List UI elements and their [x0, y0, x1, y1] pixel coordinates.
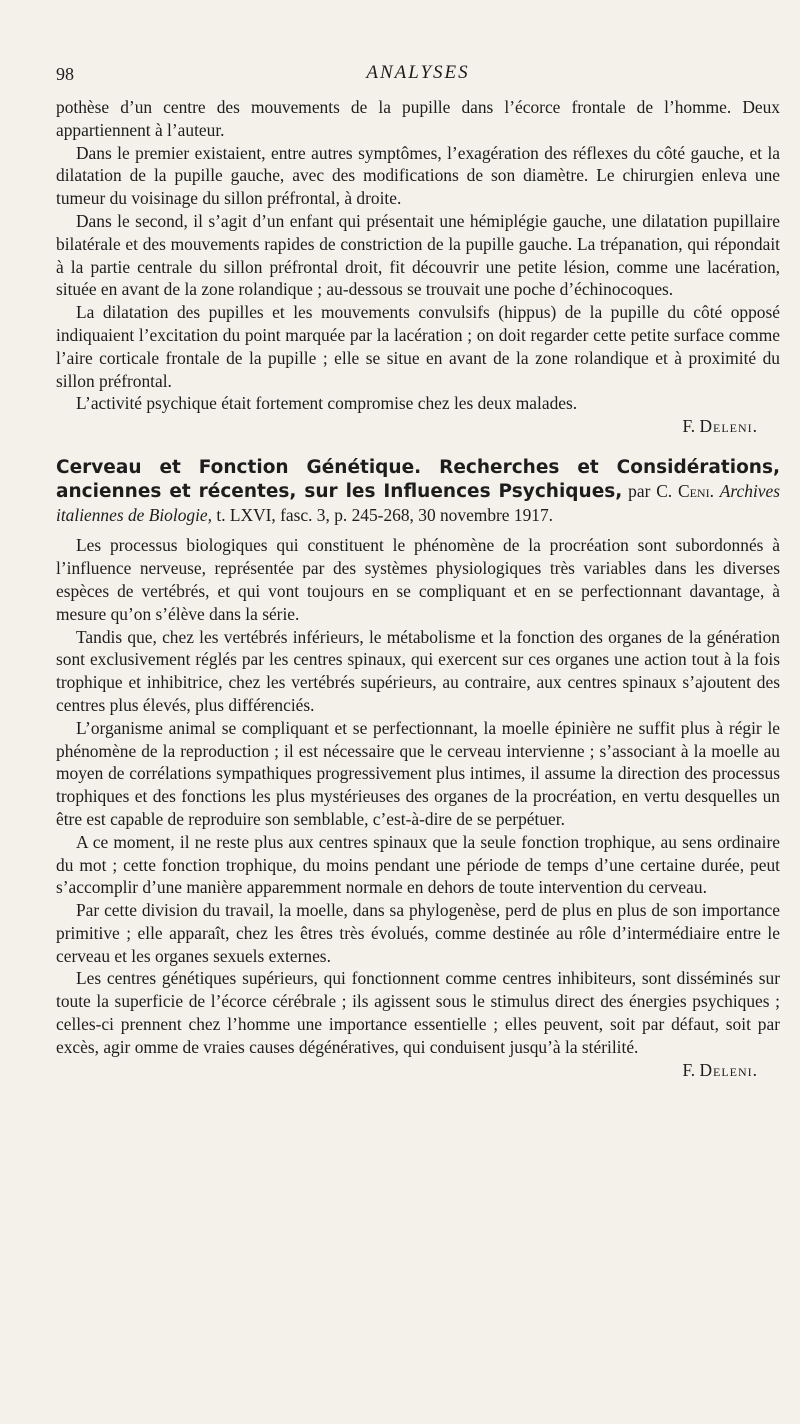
- paragraph: Les processus biologiques qui constituent le phénomène de la procréation sont subordonnés à l’influence nerveuse, représentée par des systèmes physiologiques très variables dans les diverses espèces de vertébrés, et qui vont toujours en se compliquant et en se perfectionnant davantage, à mesure qu’on s’élève dans la série.: [56, 535, 780, 624]
- document-page: [56, 62, 780, 1081]
- signature-initial: F.: [682, 416, 696, 437]
- signature-name: Deleni.: [699, 1059, 758, 1080]
- review-1: [56, 96, 780, 438]
- review-2: [56, 534, 780, 1081]
- paragraph: Dans le second, il s’agit d’un enfant qui présentait une hémiplégie gauche, une dilatation pupillaire bilatérale et des mouvements rapides de constriction de la pupille gauche. La trépanation, qui répondait à la partie centrale du sillon préfrontal droit, fit découvrir une petite lésion, comme une lacération, située en avant de la zone rolandique ; au-dessous se trouvait une poche d’échinocoques.: [56, 210, 780, 300]
- signature-initial: F.: [682, 1059, 696, 1080]
- signature: [56, 1059, 780, 1082]
- article-author: Ceni.: [678, 480, 714, 501]
- paragraph: Les centres génétiques supérieurs, qui fonctionnent comme centres inhibiteurs, sont disséminés sur toute la superficie de l’écorce cérébrale ; ils agissent sous le stimulus direct des énergies psychiques ; celles-ci prennent chez l’homme une importance essentielle ; elles peuvent, soit par défaut, soit par excès, agir omme de vraies causes dégénératives, qui conduisent jusqu’à la stérilité.: [56, 968, 780, 1057]
- review-2-heading: [56, 456, 780, 526]
- paragraph: L’organisme animal se compliquant et se perfectionnant, la moelle épinière ne suffit plus à régir le phénomène de la reproduction ; il est nécessaire que le cerveau intervienne ; s’associant à la moelle au moyen de corrélations sympathiques progressivement plus intimes, il assume la direction des processus trophiques et des fonctions les plus mystérieuses des organes de la procréation, en vertu desquelles un être est capable de reproduire son semblable, c’est-à-dire de se perpétuer.: [56, 717, 780, 829]
- article-citation: t. LXVI, fasc. 3, p. 245-268, 30 novembre 1917.: [216, 504, 553, 525]
- running-title: ANALYSES: [366, 62, 470, 83]
- article-source: Archives italiennes de Biologie,: [56, 480, 780, 525]
- page-header: [56, 62, 780, 96]
- signature: [56, 415, 780, 438]
- paragraph: Par cette division du travail, la moelle, dans sa phylogenèse, perd de plus en plus de son importance primitive ; elle apparaît, chez les êtres très évolués, comme destinée au rôle d’intermédiaire entre le cerveau et les organes sexuels externes.: [56, 900, 780, 966]
- paragraph: La dilatation des pupilles et les mouvements convulsifs (hippus) de la pupille du côté opposé indiquaient l’excitation du point marquée par la lacération ; on doit regarder cette petite surface comme l’aire corticale frontale de la pupille ; elle se situe en avant de la zone rolandique et à proximité du sillon préfrontal.: [56, 302, 780, 391]
- article-by: par C.: [628, 480, 673, 501]
- page-number: 98: [56, 64, 74, 84]
- signature-name: Deleni.: [699, 416, 758, 437]
- paragraph: A ce moment, il ne reste plus aux centres spinaux que la seule fonction trophique, au sens ordinaire du mot ; cette fonction trophique, du moins pendant une période de temps d’une certaine durée, peut s’accomplir d’une manière apparemment normale en dehors de toute intervention du cerveau.: [56, 831, 780, 898]
- article-title: Cerveau et Fonction Génétique. Recherches et Considérations, anciennes et récentes, sur les Influences Psychiques,: [56, 456, 780, 502]
- paragraph: pothèse d’un centre des mouvements de la pupille dans l’écorce frontale de l’homme. Deux appartiennent à l’auteur.: [56, 97, 780, 140]
- paragraph: Dans le premier existaient, entre autres symptômes, l’exagération des réflexes du côté gauche, et la dilatation de la pupille gauche, avec des modifications de son diamètre. Le chirurgien enleva une tumeur du voisinage du sillon préfrontal, à droite.: [56, 142, 780, 209]
- paragraph: Tandis que, chez les vertébrés inférieurs, le métabolisme et la fonction des organes de la génération sont exclusivement réglés par les centres spinaux, qui exercent sur ces organes une action tout à la fois trophique et inhibitrice, chez les vertébrés supérieurs, au contraire, aux centres spinaux s’ajoutent des centres plus élevés, plus différenciés.: [56, 626, 780, 715]
- paragraph: L’activité psychique était fortement compromise chez les deux malades.: [76, 393, 578, 414]
